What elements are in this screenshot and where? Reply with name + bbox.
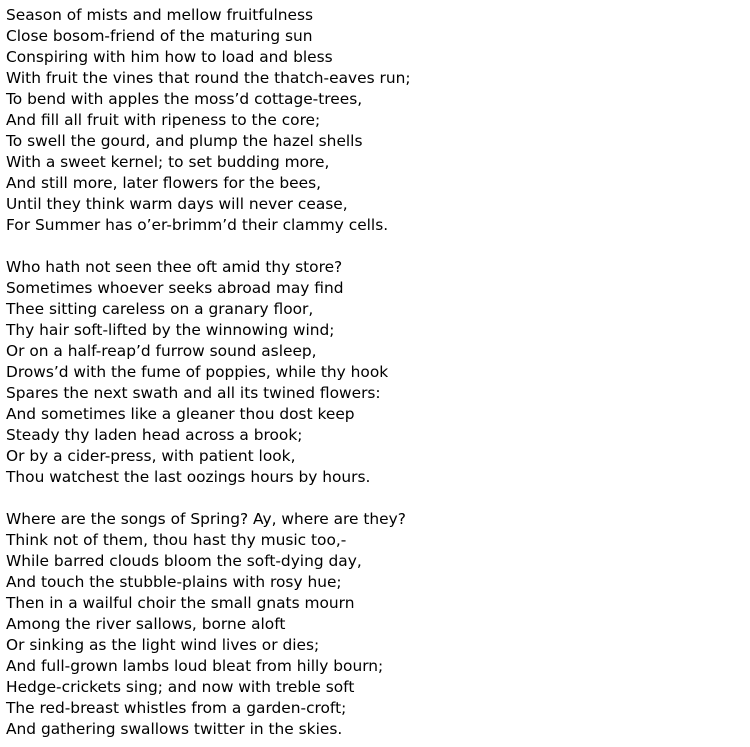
- poem-line: Thy hair soft-lifted by the winnowing wind;: [6, 321, 335, 339]
- poem-line: Who hath not seen thee oft amid thy store?: [6, 258, 343, 276]
- poem-line: With fruit the vines that round the thatch-eaves run;: [6, 69, 411, 87]
- poem-line: Then in a wailful choir the small gnats mourn: [6, 594, 355, 612]
- poem-line: The red-breast whistles from a garden-croft;: [6, 699, 347, 717]
- poem-line: Where are the songs of Spring? Ay, where are they?: [6, 510, 406, 528]
- poem-line: To bend with apples the moss’d cottage-trees,: [6, 90, 363, 108]
- poem-line: Or on a half-reap’d furrow sound asleep,: [6, 342, 317, 360]
- poem-line: Thou watchest the last oozings hours by hours.: [6, 468, 371, 486]
- poem-line: Drows’d with the fume of poppies, while thy hook: [6, 363, 389, 381]
- poem-line: Hedge-crickets sing; and now with treble soft: [6, 678, 355, 696]
- poem-line: Conspiring with him how to load and bless: [6, 48, 333, 66]
- poem-line: Or by a cider-press, with patient look,: [6, 447, 296, 465]
- poem-line: Steady thy laden head across a brook;: [6, 426, 303, 444]
- poem-line: Close bosom-friend of the maturing sun: [6, 27, 313, 45]
- poem-line: Spares the next swath and all its twined flowers:: [6, 384, 381, 402]
- poem-text: [6, 5, 411, 740]
- poem-line: And touch the stubble-plains with rosy hue;: [6, 573, 342, 591]
- stanza-2: [6, 257, 411, 488]
- poem-line: And sometimes like a gleaner thou dost keep: [6, 405, 355, 423]
- poem-line: And fill all fruit with ripeness to the core;: [6, 111, 321, 129]
- poem-line: Or sinking as the light wind lives or dies;: [6, 636, 320, 654]
- poem-line: Think not of them, thou hast thy music too,-: [6, 531, 347, 549]
- poem-line: While barred clouds bloom the soft-dying day,: [6, 552, 362, 570]
- poem-line: With a sweet kernel; to set budding more,: [6, 153, 330, 171]
- poem-line: And gathering swallows twitter in the skies.: [6, 720, 343, 738]
- poem-line: Until they think warm days will never cease,: [6, 195, 348, 213]
- poem-line: To swell the gourd, and plump the hazel shells: [6, 132, 363, 150]
- stanza-1: [6, 5, 411, 236]
- poem-line: And full-grown lambs loud bleat from hilly bourn;: [6, 657, 384, 675]
- poem-line: Sometimes whoever seeks abroad may find: [6, 279, 344, 297]
- poem-line: Among the river sallows, borne aloft: [6, 615, 286, 633]
- poem-line: For Summer has o’er-brimm’d their clammy cells.: [6, 216, 389, 234]
- poem-line: And still more, later flowers for the bees,: [6, 174, 322, 192]
- poem-line: Thee sitting careless on a granary floor,: [6, 300, 314, 318]
- poem-line: Season of mists and mellow fruitfulness: [6, 6, 313, 24]
- stanza-3: [6, 509, 411, 740]
